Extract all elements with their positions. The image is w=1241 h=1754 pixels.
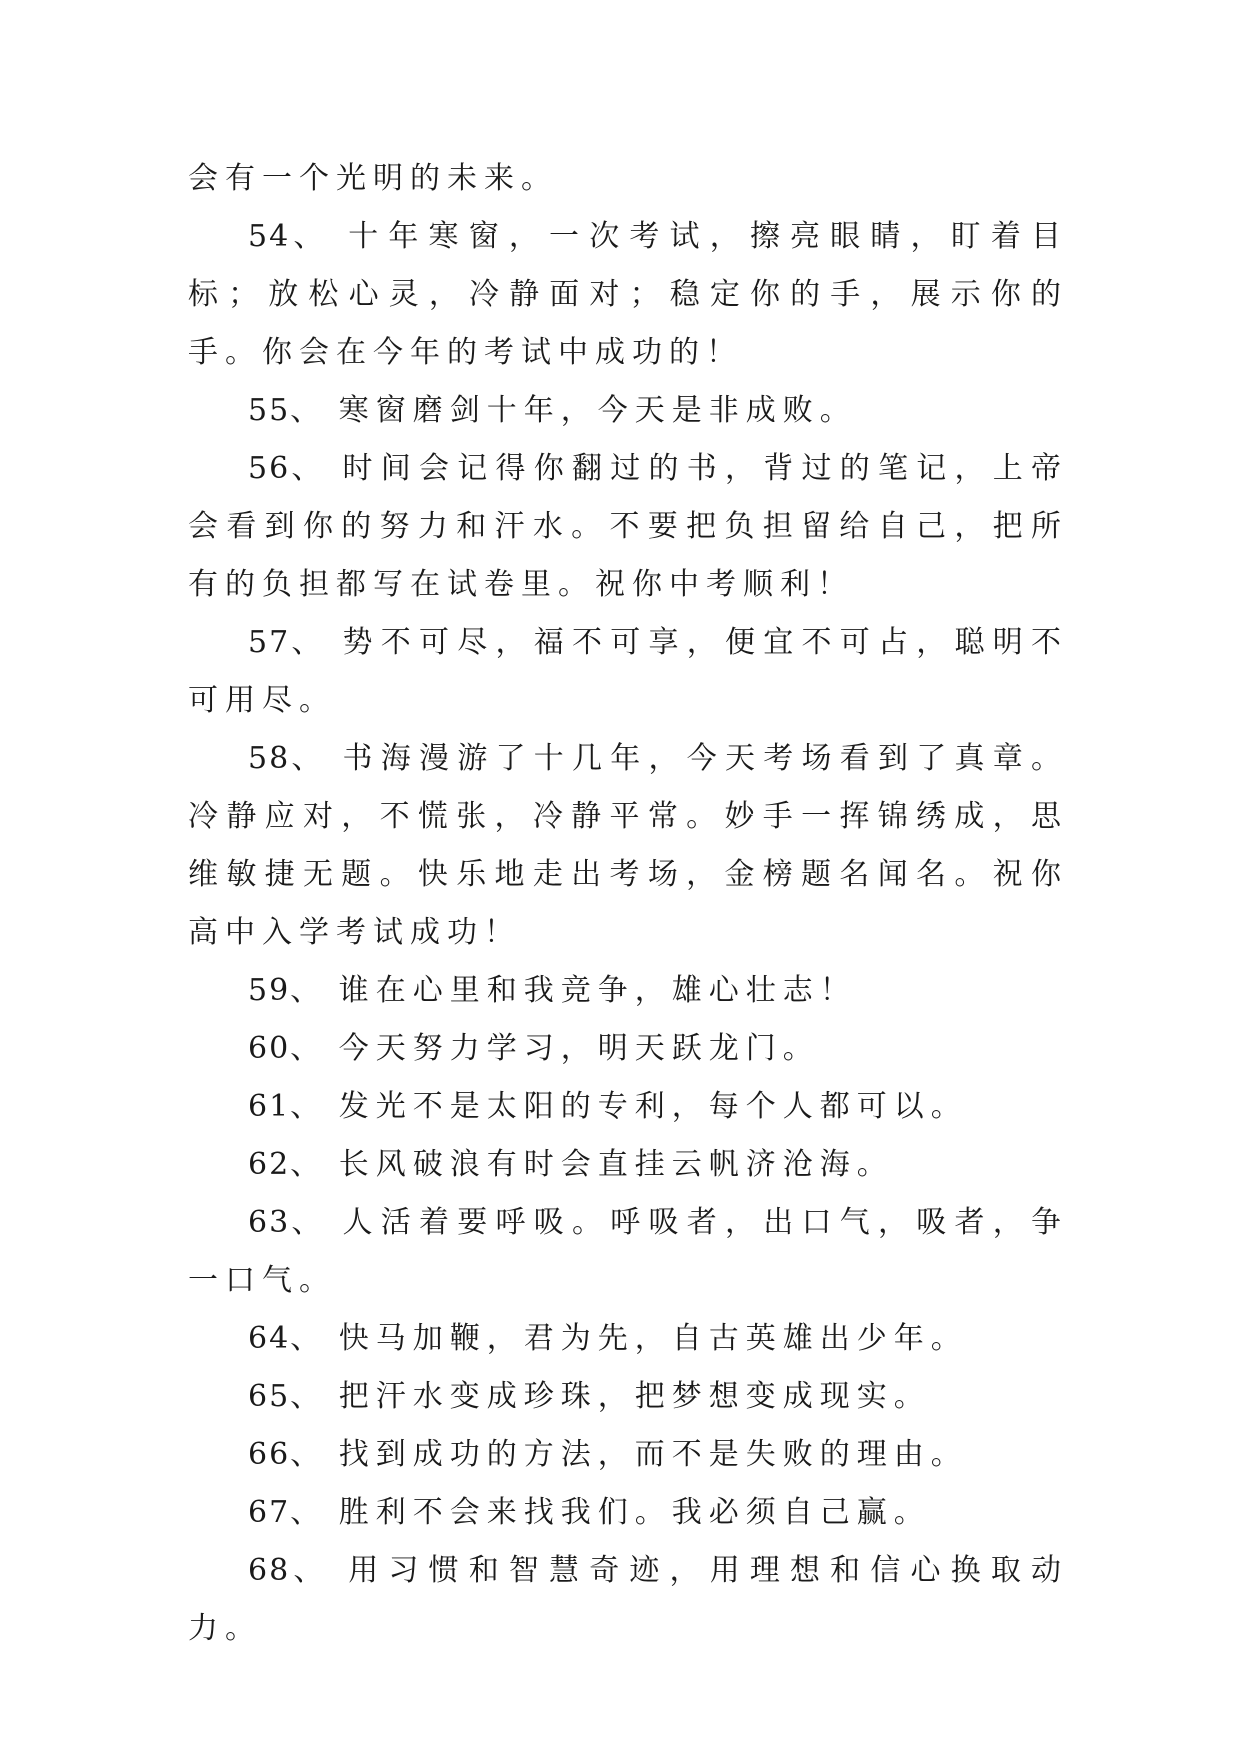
list-item-62 <box>188 1136 1068 1194</box>
list-item-59 <box>188 962 1068 1020</box>
list-item-54 <box>188 208 1068 382</box>
item-text: 长风破浪有时会直挂云帆济沧海。 <box>338 1147 894 1182</box>
list-item-56 <box>188 440 1068 614</box>
list-item-66 <box>188 1426 1068 1484</box>
list-item-60 <box>188 1020 1068 1078</box>
item-number: 54、 <box>248 219 329 254</box>
item-number: 61、 <box>248 1089 323 1124</box>
item-number: 64、 <box>248 1321 323 1356</box>
list-item-65 <box>188 1368 1068 1426</box>
item-number: 55、 <box>248 393 323 428</box>
item-text: 人活着要呼吸。呼吸者，出口气，吸者，争一口气。 <box>188 1205 1068 1298</box>
item-number: 59、 <box>248 973 323 1008</box>
item-text: 今天努力学习，明天跃龙门。 <box>338 1031 820 1066</box>
list-item-58 <box>188 730 1068 962</box>
item-text: 势不可尽，福不可享，便宜不可占，聪明不可用尽。 <box>188 625 1068 718</box>
item-text: 把汗水变成珍珠，把梦想变成现实。 <box>338 1379 931 1414</box>
list-item-55 <box>188 382 1068 440</box>
item-number: 67、 <box>248 1495 323 1530</box>
item-text: 发光不是太阳的专利，每个人都可以。 <box>338 1089 968 1124</box>
item-number: 63、 <box>248 1205 325 1240</box>
item-number: 57、 <box>248 625 325 660</box>
item-text: 十年寒窗，一次考试，擦亮眼睛，盯着目标；放松心灵，冷静面对；稳定你的手，展示你的手。你会在今年的考试中成功的！ <box>188 219 1068 370</box>
list-item-64 <box>188 1310 1068 1368</box>
item-number: 65、 <box>248 1379 323 1414</box>
paragraph-continuation <box>188 150 1068 208</box>
paragraph-text: 会有一个光明的未来。 <box>188 161 558 196</box>
item-text: 谁在心里和我竞争，雄心壮志！ <box>338 973 857 1008</box>
item-text: 找到成功的方法，而不是失败的理由。 <box>338 1437 968 1472</box>
list-item-61 <box>188 1078 1068 1136</box>
item-number: 56、 <box>248 451 325 486</box>
item-text: 快马加鞭，君为先，自古英雄出少年。 <box>338 1321 968 1356</box>
item-number: 62、 <box>248 1147 323 1182</box>
item-number: 58、 <box>248 741 325 776</box>
item-text: 胜利不会来找我们。我必须自己赢。 <box>338 1495 931 1530</box>
list-item-68 <box>188 1542 1068 1658</box>
item-text: 用习惯和智慧奇迹，用理想和信心换取动力。 <box>188 1553 1068 1646</box>
item-number: 66、 <box>248 1437 323 1472</box>
item-number: 60、 <box>248 1031 323 1066</box>
item-number: 68、 <box>248 1553 329 1588</box>
document-body <box>188 150 1068 1658</box>
list-item-63 <box>188 1194 1068 1310</box>
list-item-57 <box>188 614 1068 730</box>
item-text: 书海漫游了十几年，今天考场看到了真章。冷静应对，不慌张，冷静平常。妙手一挥锦绣成，思维敏捷无题。快乐地走出考场，金榜题名闻名。祝你高中入学考试成功！ <box>188 741 1068 950</box>
item-text: 时间会记得你翻过的书，背过的笔记，上帝会看到你的努力和汗水。不要把负担留给自己，把所有的负担都写在试卷里。祝你中考顺利！ <box>188 451 1068 602</box>
item-text: 寒窗磨剑十年，今天是非成败。 <box>338 393 857 428</box>
list-item-67 <box>188 1484 1068 1542</box>
